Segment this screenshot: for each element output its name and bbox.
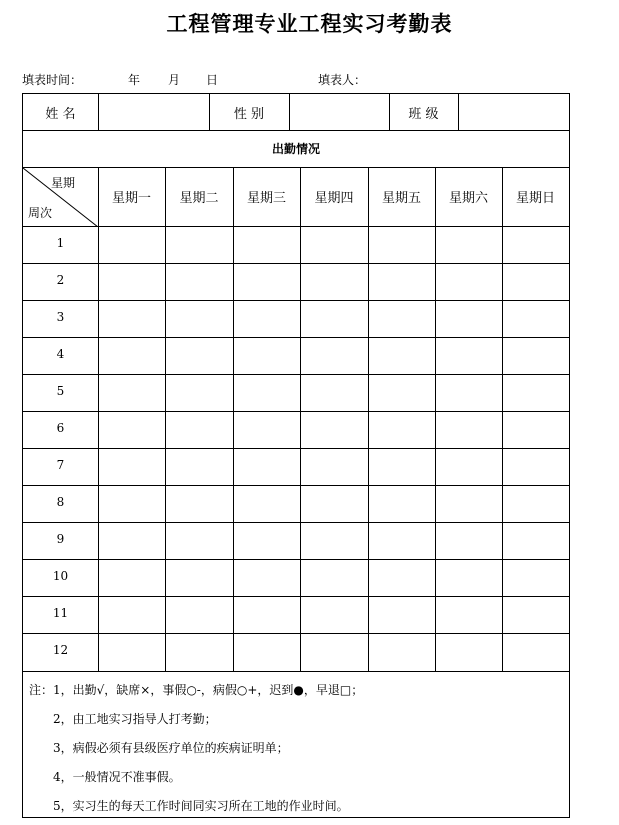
attendance-cell[interactable] bbox=[233, 448, 300, 485]
attendance-cell[interactable] bbox=[435, 559, 502, 596]
attendance-cell[interactable] bbox=[502, 411, 569, 448]
attendance-cell[interactable] bbox=[502, 596, 569, 633]
attendance-cell[interactable] bbox=[233, 633, 300, 670]
attendance-cell[interactable] bbox=[233, 522, 300, 559]
week-number: 1 bbox=[56, 236, 65, 250]
attendance-cell[interactable] bbox=[502, 337, 569, 374]
day-header: 星期四 bbox=[314, 191, 354, 206]
gender-field[interactable] bbox=[289, 94, 389, 130]
week-number: 3 bbox=[56, 310, 65, 324]
attendance-cell[interactable] bbox=[233, 485, 300, 522]
attendance-cell[interactable] bbox=[435, 337, 502, 374]
attendance-cell[interactable] bbox=[435, 411, 502, 448]
attendance-cell[interactable] bbox=[165, 411, 233, 448]
attendance-cell[interactable] bbox=[165, 374, 233, 411]
attendance-cell[interactable] bbox=[300, 448, 368, 485]
attendance-cell[interactable] bbox=[165, 300, 233, 337]
attendance-cell[interactable] bbox=[502, 559, 569, 596]
corner-week-label: 周次 bbox=[28, 206, 53, 220]
week-number: 2 bbox=[56, 273, 65, 287]
gender-label: 性 别 bbox=[233, 106, 265, 122]
attendance-cell[interactable] bbox=[233, 300, 300, 337]
corner-weekday-label: 星期 bbox=[51, 176, 76, 190]
section-title: 出勤情况 bbox=[271, 142, 320, 156]
attendance-cell[interactable] bbox=[502, 300, 569, 337]
attendance-cell[interactable] bbox=[368, 411, 435, 448]
attendance-cell[interactable] bbox=[435, 300, 502, 337]
class-field[interactable] bbox=[458, 94, 570, 130]
attendance-cell[interactable] bbox=[98, 411, 165, 448]
day-label: 日 bbox=[206, 73, 219, 87]
week-number: 5 bbox=[56, 384, 65, 398]
attendance-cell[interactable] bbox=[435, 448, 502, 485]
attendance-cell[interactable] bbox=[435, 522, 502, 559]
attendance-cell[interactable] bbox=[98, 559, 165, 596]
attendance-cell[interactable] bbox=[368, 374, 435, 411]
note-2: 2，由工地实习指导人打考勤； bbox=[53, 712, 217, 726]
day-header: 星期二 bbox=[179, 191, 219, 206]
filler-label: 填表人： bbox=[318, 73, 367, 87]
attendance-cell[interactable] bbox=[368, 263, 435, 300]
attendance-cell[interactable] bbox=[368, 559, 435, 596]
name-field[interactable] bbox=[98, 94, 209, 130]
attendance-cell[interactable] bbox=[233, 596, 300, 633]
page-title: 工程管理专业工程实习考勤表 bbox=[166, 12, 453, 36]
attendance-cell[interactable] bbox=[368, 596, 435, 633]
attendance-cell[interactable] bbox=[435, 633, 502, 670]
attendance-cell[interactable] bbox=[435, 263, 502, 300]
attendance-cell[interactable] bbox=[368, 226, 435, 263]
day-header: 星期一 bbox=[111, 191, 151, 206]
class-label: 班 级 bbox=[408, 106, 439, 122]
week-number: 7 bbox=[56, 458, 65, 472]
attendance-cell[interactable] bbox=[98, 374, 165, 411]
attendance-cell[interactable] bbox=[165, 633, 233, 670]
attendance-cell[interactable] bbox=[435, 485, 502, 522]
attendance-cell[interactable] bbox=[233, 337, 300, 374]
attendance-cell[interactable] bbox=[300, 559, 368, 596]
week-number: 6 bbox=[56, 421, 65, 435]
week-number: 10 bbox=[52, 569, 69, 583]
attendance-cell[interactable] bbox=[98, 522, 165, 559]
attendance-cell[interactable] bbox=[98, 596, 165, 633]
attendance-cell[interactable] bbox=[502, 522, 569, 559]
attendance-cell[interactable] bbox=[98, 337, 165, 374]
attendance-cell[interactable] bbox=[165, 337, 233, 374]
day-header: 星期五 bbox=[381, 191, 421, 206]
attendance-cell[interactable] bbox=[300, 374, 368, 411]
attendance-cell[interactable] bbox=[368, 633, 435, 670]
attendance-cell[interactable] bbox=[233, 374, 300, 411]
attendance-cell[interactable] bbox=[165, 226, 233, 263]
attendance-cell[interactable] bbox=[98, 263, 165, 300]
attendance-cell[interactable] bbox=[502, 448, 569, 485]
attendance-cell[interactable] bbox=[300, 300, 368, 337]
note-1: 注：1，出勤√，缺席×，事假○-，病假○+，迟到●，早退□； bbox=[29, 683, 364, 697]
attendance-cell[interactable] bbox=[502, 633, 569, 670]
month-label: 月 bbox=[168, 73, 181, 87]
attendance-cell[interactable] bbox=[165, 596, 233, 633]
attendance-cell[interactable] bbox=[165, 448, 233, 485]
attendance-cell[interactable] bbox=[502, 263, 569, 300]
attendance-cell[interactable] bbox=[233, 559, 300, 596]
attendance-cell[interactable] bbox=[300, 485, 368, 522]
attendance-cell[interactable] bbox=[165, 522, 233, 559]
year-label: 年 bbox=[128, 73, 141, 87]
attendance-cell[interactable] bbox=[300, 226, 368, 263]
attendance-cell[interactable] bbox=[98, 226, 165, 263]
attendance-cell[interactable] bbox=[233, 411, 300, 448]
day-header: 星期六 bbox=[448, 191, 488, 206]
attendance-cell[interactable] bbox=[165, 263, 233, 300]
attendance-cell[interactable] bbox=[233, 226, 300, 263]
attendance-cell[interactable] bbox=[502, 226, 569, 263]
note-4: 4，一般情况不准事假。 bbox=[53, 770, 181, 784]
attendance-cell[interactable] bbox=[300, 263, 368, 300]
week-number: 12 bbox=[52, 643, 69, 657]
attendance-cell[interactable] bbox=[368, 485, 435, 522]
attendance-cell[interactable] bbox=[435, 374, 502, 411]
attendance-cell[interactable] bbox=[300, 337, 368, 374]
name-label: 姓 名 bbox=[45, 106, 76, 122]
attendance-cell[interactable] bbox=[98, 633, 165, 670]
fill-date-label: 填表时间： bbox=[22, 73, 83, 87]
note-3: 3，病假必须有县级医疗单位的疾病证明单； bbox=[53, 741, 289, 755]
week-number: 4 bbox=[56, 347, 65, 361]
attendance-cell[interactable] bbox=[368, 300, 435, 337]
attendance-cell[interactable] bbox=[233, 263, 300, 300]
attendance-cell[interactable] bbox=[300, 522, 368, 559]
attendance-table bbox=[22, 93, 570, 818]
week-number: 9 bbox=[56, 532, 65, 546]
attendance-cell[interactable] bbox=[300, 596, 368, 633]
attendance-cell[interactable] bbox=[165, 485, 233, 522]
row-line bbox=[23, 671, 569, 672]
attendance-cell[interactable] bbox=[98, 485, 165, 522]
attendance-cell[interactable] bbox=[300, 411, 368, 448]
attendance-cell[interactable] bbox=[300, 633, 368, 670]
attendance-cell[interactable] bbox=[502, 374, 569, 411]
day-header: 星期日 bbox=[515, 191, 555, 206]
attendance-cell[interactable] bbox=[165, 559, 233, 596]
day-header: 星期三 bbox=[246, 191, 286, 206]
attendance-cell[interactable] bbox=[502, 485, 569, 522]
attendance-cell[interactable] bbox=[435, 226, 502, 263]
attendance-cell[interactable] bbox=[368, 337, 435, 374]
attendance-cell[interactable] bbox=[98, 300, 165, 337]
attendance-cell[interactable] bbox=[368, 522, 435, 559]
attendance-cell[interactable] bbox=[435, 596, 502, 633]
attendance-cell[interactable] bbox=[98, 448, 165, 485]
attendance-cell[interactable] bbox=[368, 448, 435, 485]
week-number: 8 bbox=[56, 495, 65, 509]
week-number: 11 bbox=[52, 606, 69, 620]
note-5: 5，实习生的每天工作时间同实习所在工地的作业时间。 bbox=[53, 799, 349, 813]
